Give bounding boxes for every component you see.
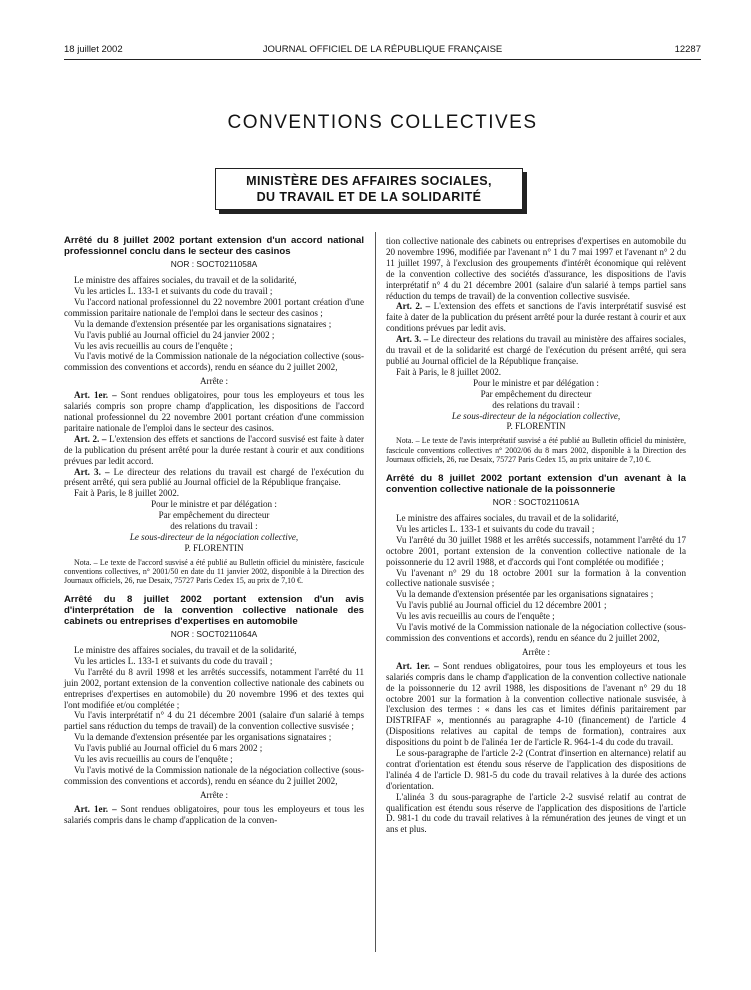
article-text: Sont rendues obligatoires, pour tous les employeurs et tous les salariés compris son propre champ d'application, les dispositions de l'accord national professionnel du 22 novembre 2001 portant création d'une commission paritaire nationale de l'emploi dans le secteur des casinos. xyxy=(64,390,364,433)
paragraph: Vu l'arrêté du 8 avril 1998 et les arrêtés successifs, notamment l'arrêté du 11 juin 2002, portant extension de la convention collective nationale des cabinets ou entreprises d'expertises en automobile) du 20 novembre 1996 et des textes qui l'ont modifiée et/ou complétée ; xyxy=(64,666,364,710)
decree-3-nor: NOR : SOCT0211061A xyxy=(492,497,580,508)
header-page-number: 12287 xyxy=(674,44,701,55)
signature-line: des relations du travail : xyxy=(492,399,580,410)
paragraph: Vu l'avis publié au Journal officiel du 24 janvier 2002 ; xyxy=(74,329,275,340)
signature-line: Par empêchement du directeur xyxy=(158,510,270,521)
paragraph: Vu les articles L. 133-1 et suivants du code du travail ; xyxy=(74,655,273,666)
ministry-line-2: DU TRAVAIL ET DE LA SOLIDARITÉ xyxy=(256,190,482,204)
continued-paragraph: tion collective nationale des cabinets ou entreprises d'expertises en automobile du 20 novembre 1996, modifiée par l'avenant n° 1 du 7 mai 1997 et l'avenant n° 2 du 11 juillet 1997, à l'exclusion des groupements d'intérêt économique qui relèvent de la convention collective des sociétés d'assurance, les dispositions de l'avis interprétatif n° 4 du 21 décembre 2001 (salaire d'un salarié à temps partiel sans réduction du temps de travail) de la convention collective susvisée. xyxy=(386,236,686,301)
decree-3-title: Arrêté du 8 juillet 2002 portant extension d'un avenant à la convention collective nationale de la poissonnerie xyxy=(386,472,686,495)
done-at: Fait à Paris, le 8 juillet 2002. xyxy=(74,488,180,499)
decree-1-note: Nota. – Le texte de l'accord susvisé a été publié au Bulletin officiel du ministère, fascicule conventions collectives, n° 2001/50 en date du 11 janvier 2002, disponible à la Direction des Journaux officiels, 26, rue Desaix, 75727 Paris Cedex 15, au prix de 7,10 €. xyxy=(64,557,364,586)
paragraph: Vu l'avis motivé de la Commission nationale de la négociation collective (sous-commission des conventions et accords), rendu en séance du 2 juillet 2002, xyxy=(386,622,686,643)
signature-line: Pour le ministre et par délégation : xyxy=(473,377,599,388)
paragraph: Vu la demande d'extension présentée par les organisations signataires ; xyxy=(74,318,332,329)
ministry-line-1: MINISTÈRE DES AFFAIRES SOCIALES, xyxy=(246,174,492,188)
signature-title: Le sous-directeur de la négociation collective, xyxy=(129,531,299,542)
article-2 xyxy=(386,301,686,334)
article-label: Art. 1er. – xyxy=(74,390,117,401)
arrete-heading: Arrête : xyxy=(199,789,229,800)
paragraph: Le ministre des affaires sociales, du travail et de la solidarité, xyxy=(74,275,297,286)
section-title: CONVENTIONS COLLECTIVES xyxy=(227,112,538,133)
article-1 xyxy=(64,390,364,434)
article-text: Sont rendues obligatoires, pour tous les employeurs et tous les salariés compris dans le champ d'application de la conven- xyxy=(64,803,364,825)
signature-line: Par empêchement du directeur xyxy=(480,388,592,399)
article-text: Le directeur des relations du travail est chargé de l'exécution du présent arrêté, qui sera publié au Journal officiel de la République française. xyxy=(64,466,364,488)
paragraph: Le ministre des affaires sociales, du travail et de la solidarité, xyxy=(74,645,297,656)
article-3 xyxy=(64,467,364,489)
running-header xyxy=(64,44,701,58)
decree-1-nor: NOR : SOCT0211058A xyxy=(170,259,258,270)
signature-block xyxy=(64,499,364,554)
article-label: Art. 2. – xyxy=(74,433,107,444)
paragraph: Le ministre des affaires sociales, du travail et de la solidarité, xyxy=(396,513,619,524)
header-journal-title: JOURNAL OFFICIEL DE LA RÉPUBLIQUE FRANÇAISE xyxy=(262,44,503,55)
article-3 xyxy=(386,334,686,367)
signature-line: Pour le ministre et par délégation : xyxy=(151,499,277,510)
signatory-name: P. FLORENTIN xyxy=(506,421,566,432)
left-column xyxy=(64,236,364,826)
paragraph: Vu l'arrêté du 30 juillet 1988 et les arrêtés successifs, notamment l'arrêté du 17 octobre 2001, portant extension de la convention collective nationale de la poissonnerie du 12 avril 1988, et d'accords qui l'ont complétée ou modifiée ; xyxy=(386,534,686,567)
paragraph: Vu l'accord national professionnel du 22 novembre 2001 portant création d'une commission paritaire nationale de l'emploi dans le secteur des casinos ; xyxy=(64,296,364,318)
paragraph: Vu l'avis publié au Journal officiel du 12 décembre 2001 ; xyxy=(396,600,607,611)
paragraph: Vu l'avis motivé de la Commission nationale de la négociation collective (sous-commission des conventions et accords), rendu en séance du 2 juillet 2002, xyxy=(64,351,364,373)
paragraph: Vu les avis recueillis au cours de l'enquête ; xyxy=(74,754,233,765)
header-rule xyxy=(64,59,701,60)
article-label: Art. 3. – xyxy=(74,466,110,477)
paragraph: Vu les avis recueillis au cours de l'enquête ; xyxy=(74,340,233,351)
arrete-heading: Arrête : xyxy=(199,376,229,387)
paragraph: Le sous-paragraphe de l'article 2-2 (Contrat d'insertion en alternance) relatif au contrat d'orientation est étendu sous réserve de l'application des dispositions de l'alinéa 4 de l'article D. 981-5 du code du travail relatives à la durée des actions d'orientation. xyxy=(386,748,686,791)
article-text: L'extension des effets et sanctions de l'accord susvisé est faite à dater de la publication du présent arrêté pour la durée restant à courir et aux conditions prévues par ledit accord. xyxy=(64,433,364,466)
paragraph: Vu l'avis publié au Journal officiel du 6 mars 2002 ; xyxy=(74,743,263,754)
done-at: Fait à Paris, le 8 juillet 2002. xyxy=(396,366,502,377)
article-text: Sont rendues obligatoires, pour tous les employeurs et tous les salariés compris dans le champ d'application de la convention collective nationale de la poissonnerie du 12 avril 1988, les dispositions de l'avenant n° 29 du 18 octobre 2001 sur la formation à la convention collective nationale susvisée, à l'exclusion des termes : « dans les cas et limites définis paritairement par DISTRIFAF », mentionnés au paragraphe 4-10 (financement) de l'article 4 (Dispositions relatives au capital de temps de formation), contraires aux dispositions du point b de l'alinéa 1er de l'article R. 964-1-4 du code du travail. xyxy=(386,660,686,748)
paragraph: Vu la demande d'extension présentée par les organisations signataires ; xyxy=(74,732,332,743)
signature-line: des relations du travail : xyxy=(170,521,258,532)
article-2 xyxy=(64,434,364,467)
right-column xyxy=(386,236,686,835)
paragraph: Vu les avis recueillis au cours de l'enquête ; xyxy=(396,611,555,622)
paragraph: Vu l'avis interprétatif n° 4 du 21 décembre 2001 (salaire d'un salarié à temps partiel sans réduction du temps de travail) de la convention collective susvisée ; xyxy=(64,710,364,732)
paragraph: Vu l'avis motivé de la Commission nationale de la négociation collective (sous-commission des conventions et accords), rendu en séance du 2 juillet 2002, xyxy=(64,765,364,786)
article-label: Art. 1er. – xyxy=(396,660,439,671)
article-label: Art. 2. – xyxy=(396,301,431,312)
paragraph: Vu la demande d'extension présentée par les organisations signataires ; xyxy=(396,589,654,600)
decree-2-note: Nota. – Le texte de l'avis interprétatif susvisé a été publié au Bulletin officiel du ministère, fascicule conventions collectives n° 2002/06 du 8 mars 2002, disponible à la Direction des Journaux officiels, 26, rue Desaix, 75727 Paris Cedex 15, au prix unitaire de 7,10 €. xyxy=(386,436,686,464)
signatory-name: P. FLORENTIN xyxy=(184,542,244,553)
article-label: Art. 3. – xyxy=(396,334,429,345)
header-date: 18 juillet 2002 xyxy=(64,44,123,55)
article-1 xyxy=(64,804,364,826)
signature-block xyxy=(386,378,686,433)
article-text: Le directeur des relations du travail au ministère des affaires sociales, du travail et de la solidarité est chargé de l'exécution du présent arrêté, qui sera publié au Journal officiel de la République française. xyxy=(386,334,686,366)
ministry-box xyxy=(215,168,523,210)
decree-2-nor: NOR : SOCT0211064A xyxy=(170,629,258,640)
paragraph: L'alinéa 3 du sous-paragraphe de l'article 2-2 susvisé relatif au contrat de qualification est étendu sous réserve de l'application des dispositions de l'article D. 981-1 du code du travail relatives à la rémunération des jeunes de vingt et un ans et plus. xyxy=(386,791,686,835)
article-label: Art. 1er. – xyxy=(74,803,117,814)
signature-title: Le sous-directeur de la négociation collective, xyxy=(451,410,621,421)
arrete-heading: Arrête : xyxy=(521,646,551,657)
article-1 xyxy=(386,661,686,748)
decree-2-title: Arrêté du 8 juillet 2002 portant extension d'un avis d'interprétation de la convention collective nationale des cabinets ou entreprises d'expertises en automobile xyxy=(64,594,364,627)
decree-1-title: Arrêté du 8 juillet 2002 portant extension d'un accord national professionnel conclu dans le secteur des casinos xyxy=(64,235,364,257)
article-text: L'extension des effets et sanctions de l'avis interprétatif susvisé est faite à dater de la publication du présent arrêté pour la durée restant à courir et aux conditions prévues par ledit avis. xyxy=(386,301,686,334)
paragraph: Vu l'avenant n° 29 du 18 octobre 2001 sur la formation à la convention collective nationale susvisée ; xyxy=(386,567,686,589)
column-divider xyxy=(375,232,376,952)
paragraph: Vu les articles L. 133-1 et suivants du code du travail ; xyxy=(396,523,595,534)
paragraph: Vu les articles L. 133-1 et suivants du code du travail ; xyxy=(74,286,273,296)
